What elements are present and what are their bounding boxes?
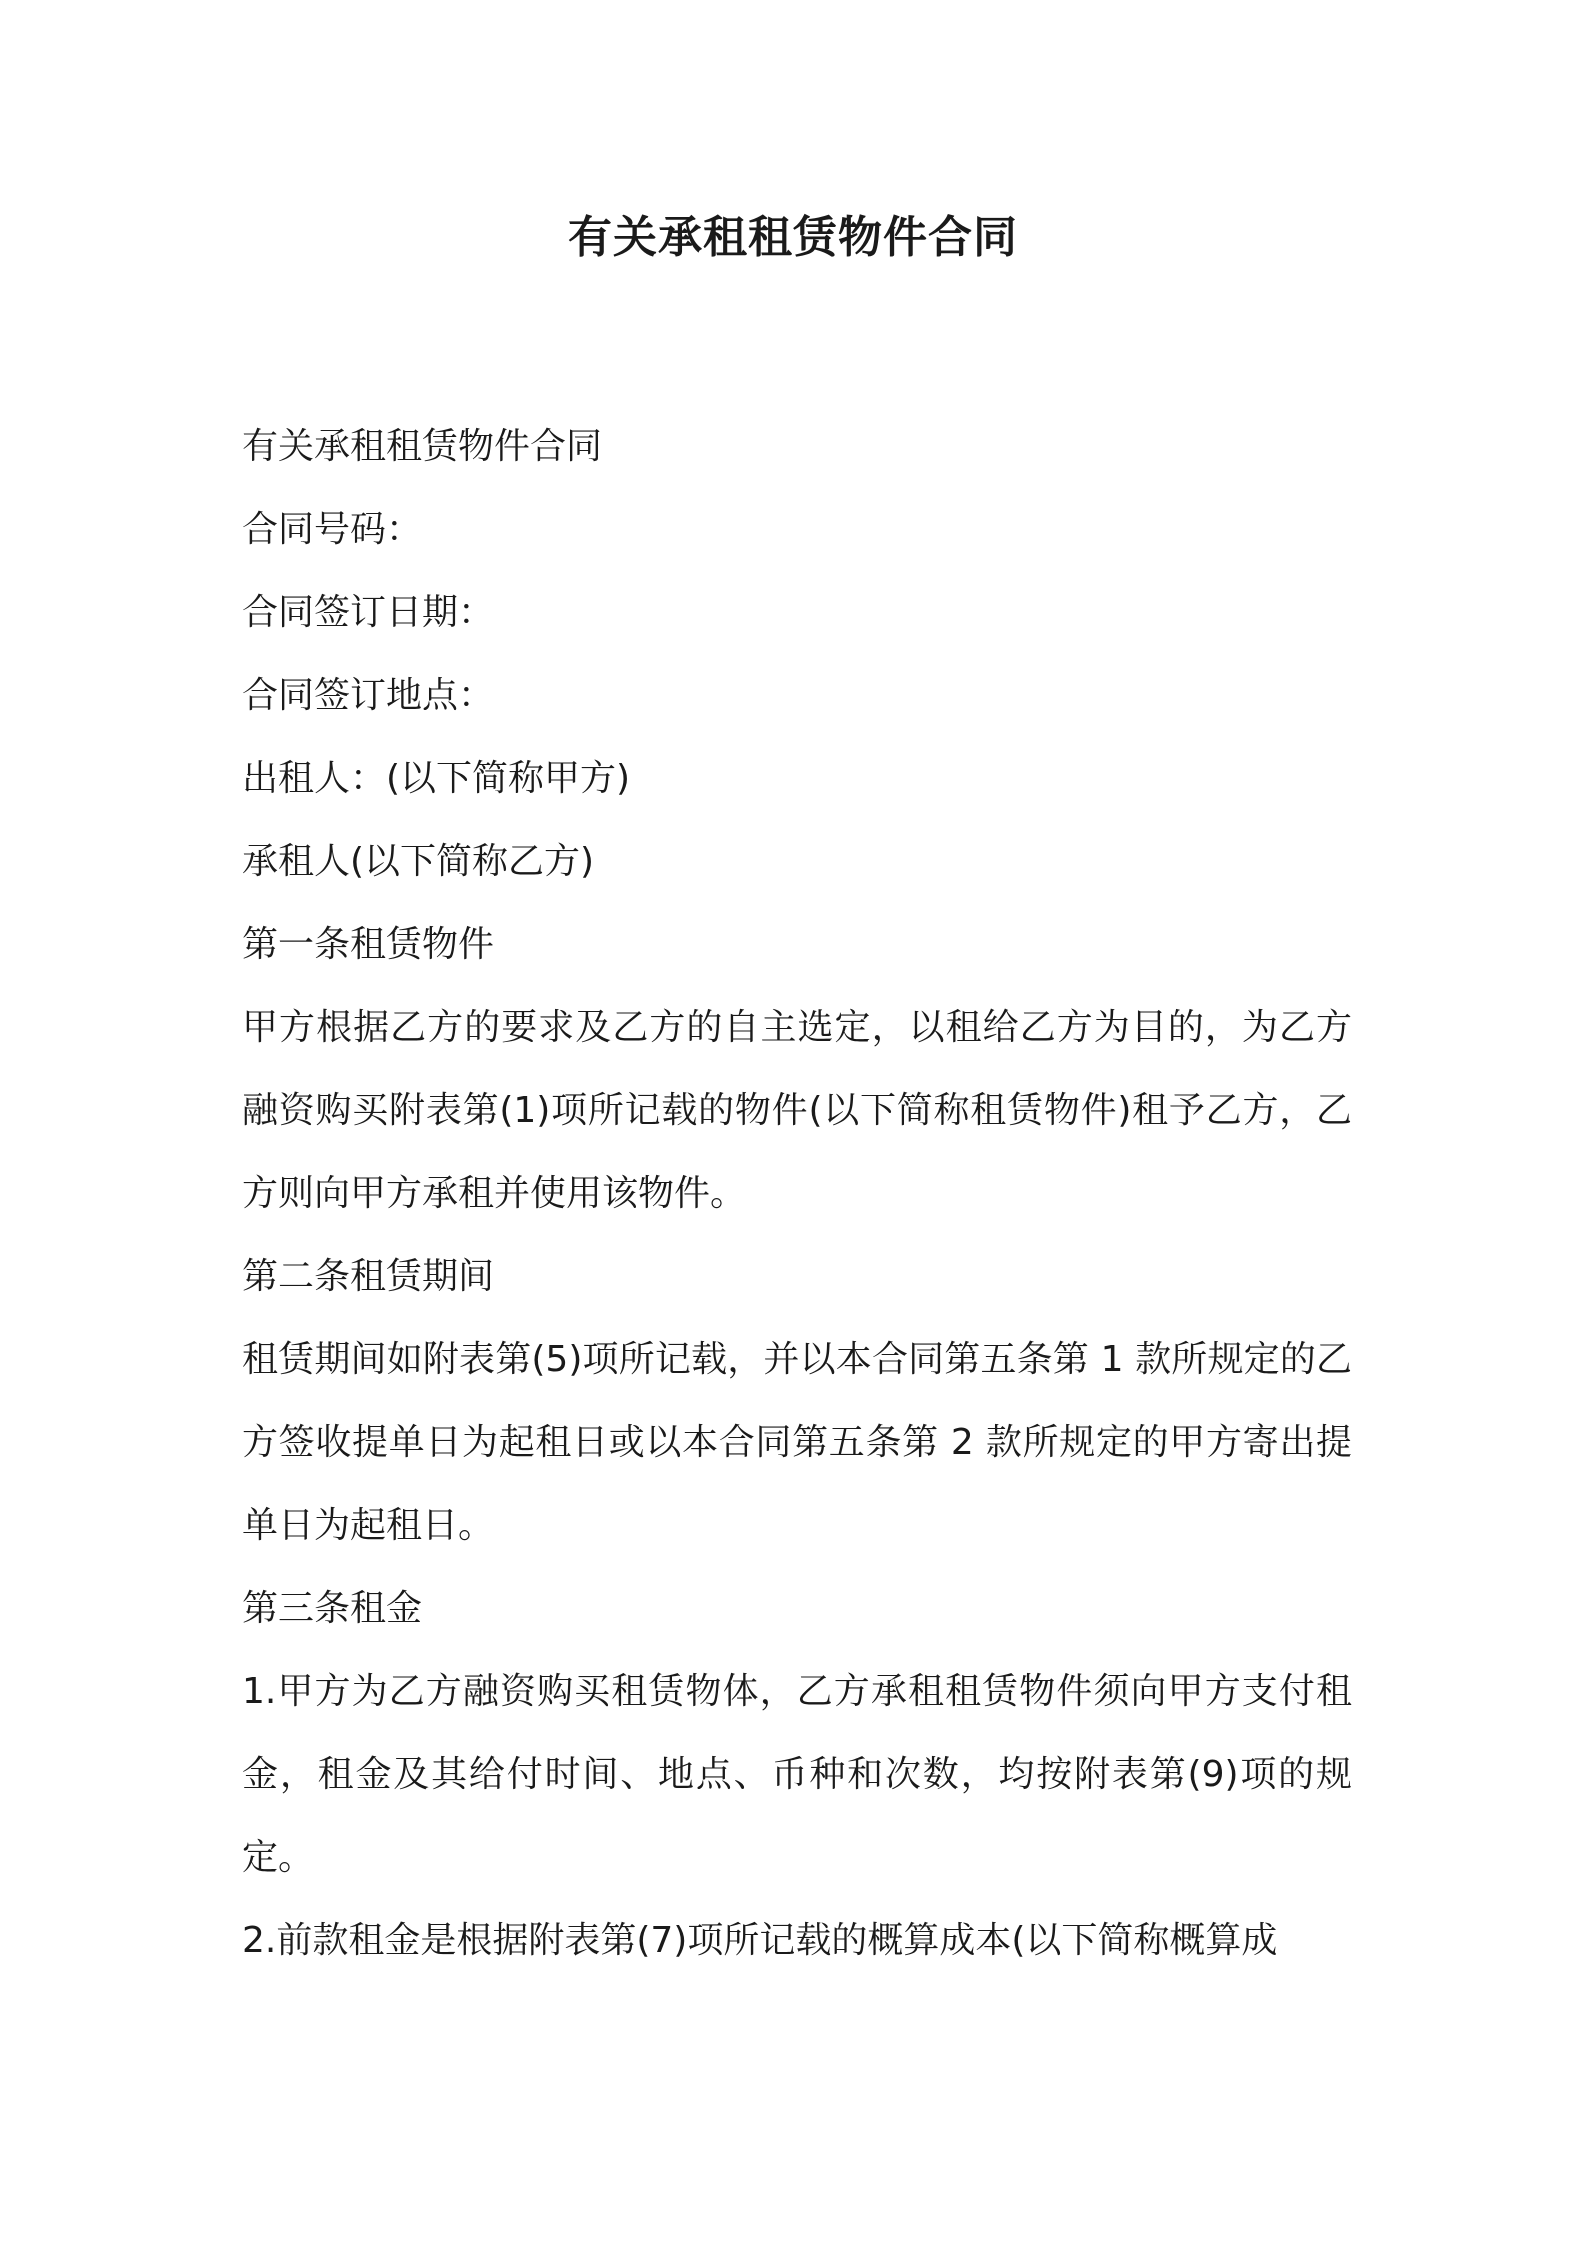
contract-number-line: 合同号码： [242,509,423,550]
article-2-text: 租赁期间如附表第(5)项所记载，并以本合同第五条第 1 款所规定的乙方签收提单日为起租日或以本合同第五条第 2 款所规定的甲方寄出提单日为起租日。 [242,1339,1352,1546]
article-3-heading: 第三条租金 [242,1588,423,1629]
article-3-clause-2: 2.前款租金是根据附表第(7)项所记载的概算成本(以下简称概算成 [242,1920,1278,1961]
article-3-clause-1: 1.甲方为乙方融资购买租赁物体，乙方承租租赁物件须向甲方支付租金，租金及其给付时间、地点、币种和次数，均按附表第(9)项的规定。 [242,1671,1352,1878]
contract-name-line: 有关承租租赁物件合同 [242,426,603,467]
signing-place-line: 合同签订地点： [242,675,495,716]
document-title: 有关承租租赁物件合同 [568,212,1018,263]
article-2-heading: 第二条租赁期间 [242,1256,495,1297]
document-body [242,405,1352,1982]
signing-date-line: 合同签订日期： [242,592,495,633]
lessor-line: 出租人：(以下简称甲方) [242,758,631,799]
lessee-line: 承租人(以下简称乙方) [242,841,595,882]
article-1-text: 甲方根据乙方的要求及乙方的自主选定，以租给乙方为目的，为乙方融资购买附表第(1)项所记载的物件(以下简称租赁物件)租予乙方，乙方则向甲方承租并使用该物件。 [242,1007,1352,1214]
article-1-heading: 第一条租赁物件 [242,924,495,965]
